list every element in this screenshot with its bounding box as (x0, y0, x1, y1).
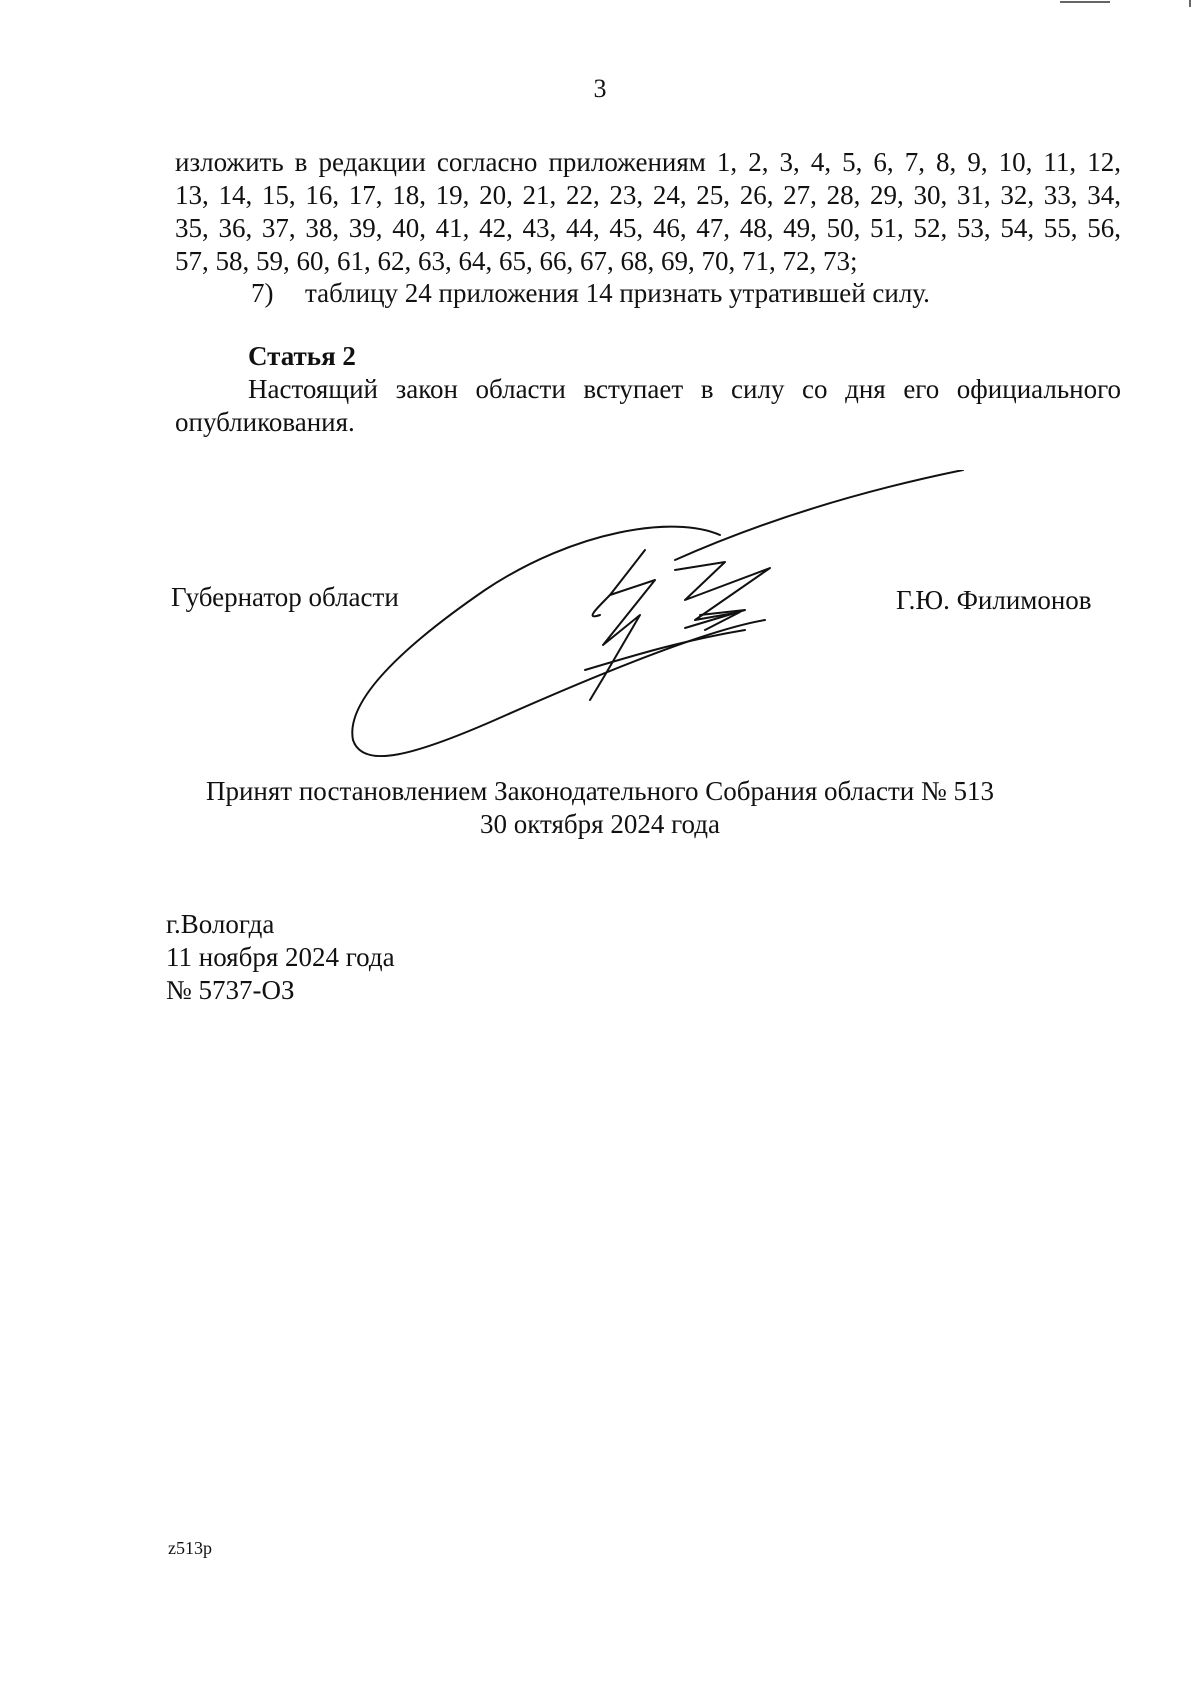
article-title: Статья 2 (248, 341, 356, 371)
law-number: № 5737-ОЗ (166, 975, 295, 1005)
signer-role: Губернатор области (171, 582, 399, 612)
body-line: изложить в редакции согласно приложениям 1, 2, 3, 4, 5, 6, 7, 8, 9, 10, 11, 12, (175, 147, 1121, 177)
place-city: г.Вологда (166, 909, 275, 939)
body-line: 13, 14, 15, 16, 17, 18, 19, 20, 21, 22, 23, 24, 25, 26, 27, 28, 29, 30, 31, 32, 33, 34, (175, 180, 1121, 210)
body-line: 35, 36, 37, 38, 39, 40, 41, 42, 43, 44, 45, 46, 47, 48, 49, 50, 51, 52, 53, 54, 55, 56, (175, 213, 1121, 243)
page-number: 3 (593, 74, 607, 103)
signing-date: 11 ноября 2024 года (166, 942, 395, 972)
list-item-text: таблицу 24 приложения 14 признать утратившей силу. (305, 278, 930, 308)
adoption-date: 30 октября 2024 года (480, 809, 720, 839)
adoption-line: Принят постановлением Законодательного Собрания области № 513 (205, 776, 995, 806)
article-body-line: опубликования. (175, 407, 355, 437)
signer-name: Г.Ю. Филимонов (896, 585, 1092, 615)
document-code: z513р (168, 1538, 212, 1558)
article-body-line: Настоящий закон области вступает в силу со дня его официального (248, 374, 1121, 404)
list-item-number: 7) (251, 278, 274, 308)
handwritten-signature (345, 470, 975, 770)
scan-edge-marks (1040, 0, 1200, 8)
body-line: 57, 58, 59, 60, 61, 62, 63, 64, 65, 66, 67, 68, 69, 70, 71, 72, 73; (175, 246, 858, 276)
